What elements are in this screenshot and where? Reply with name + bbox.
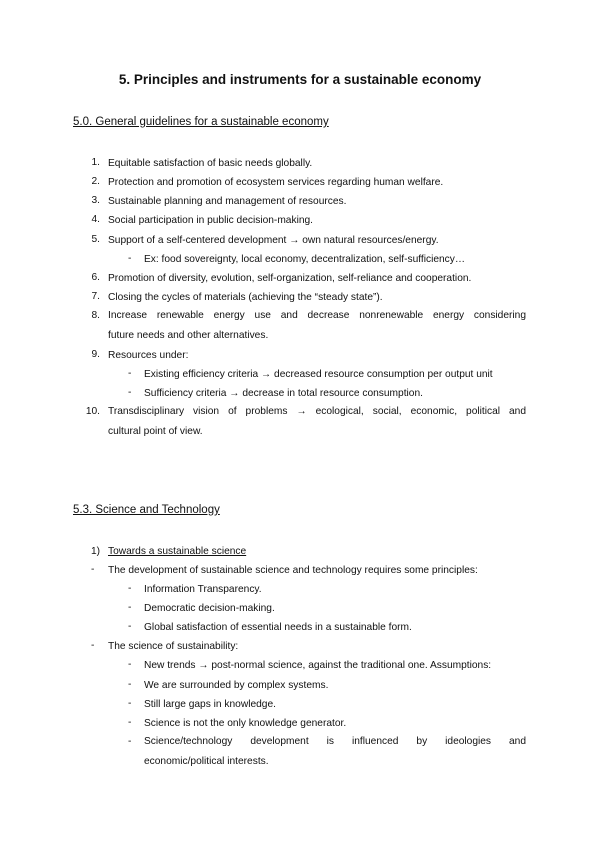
point-label: Towards a sustainable science (108, 546, 247, 557)
dash-bullet: - (128, 659, 132, 670)
dash-bullet: - (128, 602, 132, 613)
list-item: Social participation in public decision-making. (108, 215, 313, 226)
list-number: 8. (91, 310, 100, 321)
sub-bullet-item: Science/technology development is influenced by ideologies and (144, 736, 526, 747)
sub-bullet-continuation: economic/political interests. (144, 756, 269, 767)
dash-bullet: - (128, 368, 132, 379)
sub-bullet-item: Democratic decision-making. (144, 603, 275, 614)
section-heading-5-3: 5.3. Science and Technology (73, 504, 220, 516)
list-item: Promotion of diversity, evolution, self-organization, self-reliance and cooperation. (108, 273, 472, 284)
dash-bullet: - (128, 387, 132, 398)
dash-bullet: - (91, 564, 95, 575)
list-item: Sustainable planning and management of resources. (108, 196, 347, 207)
sub-bullet-item: Still large gaps in knowledge. (144, 699, 276, 710)
sub-list-item: Ex: food sovereignty, local economy, decentralization, self-sufficiency… (144, 254, 466, 265)
list-number: 7. (91, 291, 100, 302)
list-number: 3. (91, 195, 100, 206)
page-title: 5. Principles and instruments for a sustainable economy (118, 72, 482, 87)
list-number: 10. (85, 406, 100, 417)
dash-bullet: - (128, 717, 132, 728)
list-number: 2. (91, 176, 100, 187)
dash-bullet: - (128, 698, 132, 709)
list-number: 6. (91, 272, 100, 283)
list-item-continuation: cultural point of view. (108, 426, 203, 437)
sub-bullet-item: Information Transparency. (144, 584, 262, 595)
list-item: Equitable satisfaction of basic needs globally. (108, 158, 313, 169)
sub-bullet-item: Science is not the only knowledge generator. (144, 718, 347, 729)
list-item: Closing the cycles of materials (achieving the “steady state”). (108, 292, 383, 303)
dash-bullet: - (128, 583, 132, 594)
dash-bullet: - (128, 736, 132, 747)
list-item: Increase renewable energy use and decrease nonrenewable energy considering (108, 310, 526, 321)
list-item: Protection and promotion of ecosystem services regarding human welfare. (108, 177, 444, 188)
dash-bullet: - (128, 253, 132, 264)
sub-list-item: Existing efficiency criteria → decreased resource consumption per output unit (144, 369, 493, 380)
bullet-item: The science of sustainability: (108, 641, 239, 652)
dash-bullet: - (128, 621, 132, 632)
list-number: 1. (91, 157, 100, 168)
list-item: Resources under: (108, 350, 189, 361)
list-item: Transdisciplinary vision of problems → ecological, social, economic, political and (108, 406, 526, 417)
dash-bullet: - (128, 679, 132, 690)
list-item-continuation: future needs and other alternatives. (108, 330, 269, 341)
list-number: 5. (91, 234, 100, 245)
section-heading-5-0: 5.0. General guidelines for a sustainable economy (73, 116, 329, 128)
dash-bullet: - (91, 640, 95, 651)
sub-bullet-item: We are surrounded by complex systems. (144, 680, 329, 691)
sub-list-item: Sufficiency criteria → decrease in total resource consumption. (144, 388, 423, 399)
list-number: 4. (91, 214, 100, 225)
sub-bullet-item: Global satisfaction of essential needs in a sustainable form. (144, 622, 412, 633)
point-number: 1) (91, 546, 101, 557)
sub-bullet-item: New trends → post-normal science, against the traditional one. Assumptions: (144, 660, 492, 671)
list-item: Support of a self-centered development → own natural resources/energy. (108, 235, 439, 246)
list-number: 9. (91, 349, 100, 360)
bullet-item: The development of sustainable science and technology requires some principles: (108, 565, 478, 576)
